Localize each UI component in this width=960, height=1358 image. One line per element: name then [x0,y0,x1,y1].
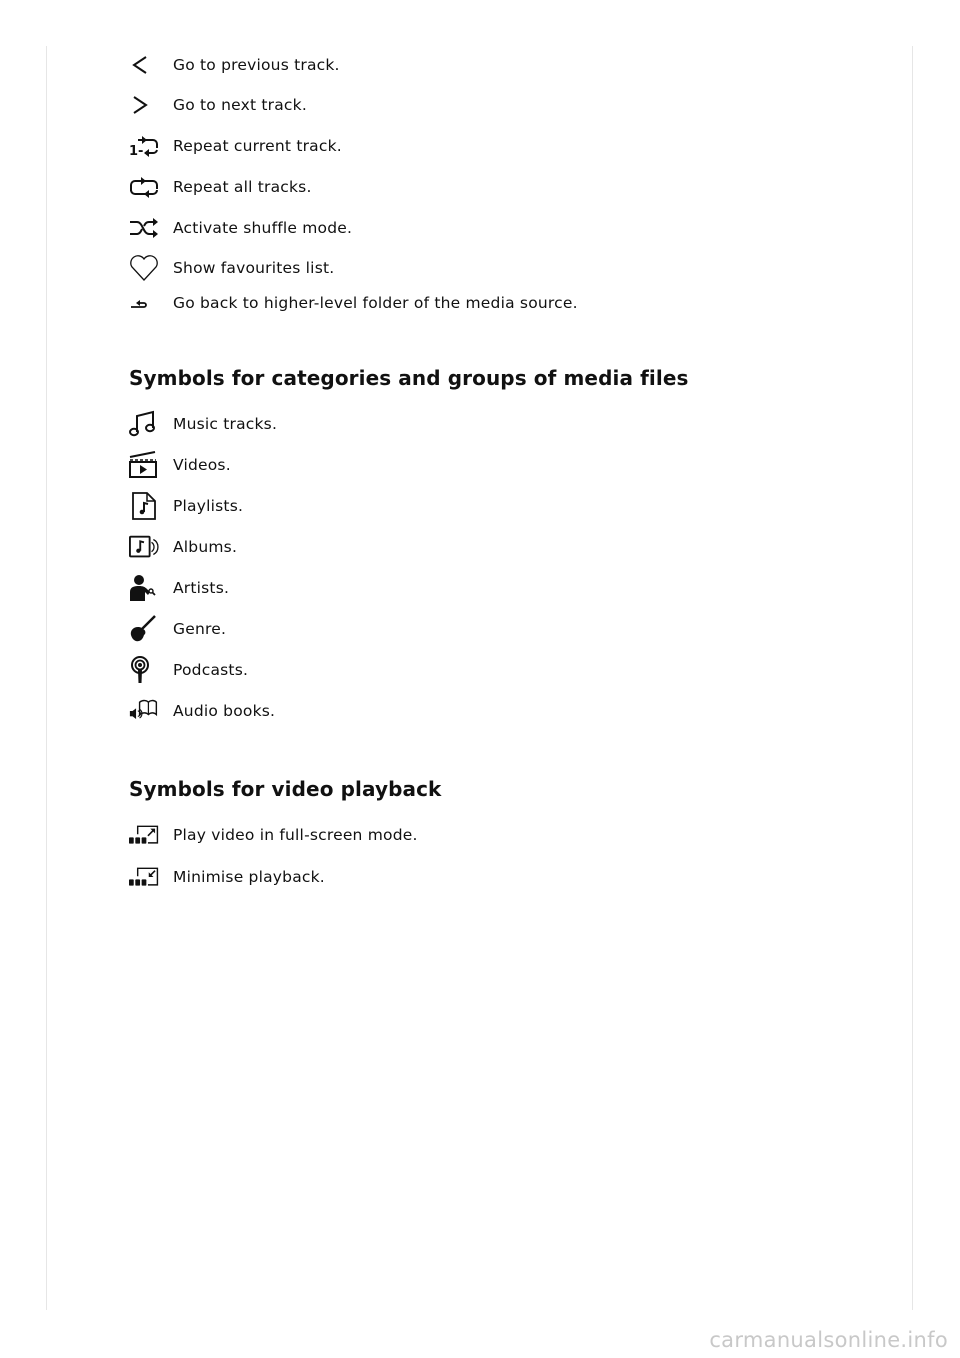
shuffle-icon [129,213,159,243]
item-label: Repeat current track. [173,137,342,155]
item-label: Go back to higher-level folder of the media source. [173,294,578,312]
list-item [129,253,335,283]
page-border-right [912,46,913,1310]
audiobook-icon [129,696,159,726]
fullscreen-icon [129,820,159,850]
svg-text:1-: 1- [129,144,144,158]
repeat-one-icon [129,131,159,161]
music-note-icon [129,409,159,439]
item-label: Music tracks. [173,415,278,433]
heart-icon [129,253,159,283]
list-item [129,409,278,439]
minimise-icon [129,862,159,892]
folder-up-icon [129,288,159,318]
list-item [129,172,312,202]
item-label: Repeat all tracks. [173,178,312,196]
watermark: carmanualsonline.info [709,1328,948,1352]
list-item [129,862,325,892]
item-label: Playlists. [173,497,244,515]
list-item [129,614,227,644]
item-label: Go to next track. [173,96,307,114]
item-label: Minimise playback. [173,868,325,886]
page-border-left [46,46,47,1310]
section-heading-video: Symbols for video playback [129,777,442,801]
list-item [129,450,231,480]
item-label: Genre. [173,620,227,638]
list-item [129,573,230,603]
item-label: Show favourites list. [173,259,335,277]
list-item [129,532,238,562]
item-label: Videos. [173,456,231,474]
list-item [129,820,418,850]
item-label: Podcasts. [173,661,249,679]
playlist-icon [129,491,159,521]
clapperboard-icon [129,450,159,480]
repeat-all-icon [129,172,159,202]
next-track-icon [129,90,159,120]
item-label: Albums. [173,538,238,556]
list-item [129,288,578,318]
list-item [129,491,244,521]
list-item [129,50,340,80]
list-item [129,131,342,161]
item-label: Play video in full-screen mode. [173,826,418,844]
item-label: Artists. [173,579,230,597]
item-label: Activate shuffle mode. [173,219,353,237]
list-item [129,90,307,120]
album-icon [129,532,159,562]
previous-track-icon [129,50,159,80]
guitar-icon [129,614,159,644]
item-label: Audio books. [173,702,276,720]
list-item [129,696,276,726]
item-label: Go to previous track. [173,56,340,74]
list-item [129,655,249,685]
list-item [129,213,353,243]
section-heading-categories: Symbols for categories and groups of media files [129,366,689,390]
artist-icon [129,573,159,603]
podcast-icon [129,655,159,685]
